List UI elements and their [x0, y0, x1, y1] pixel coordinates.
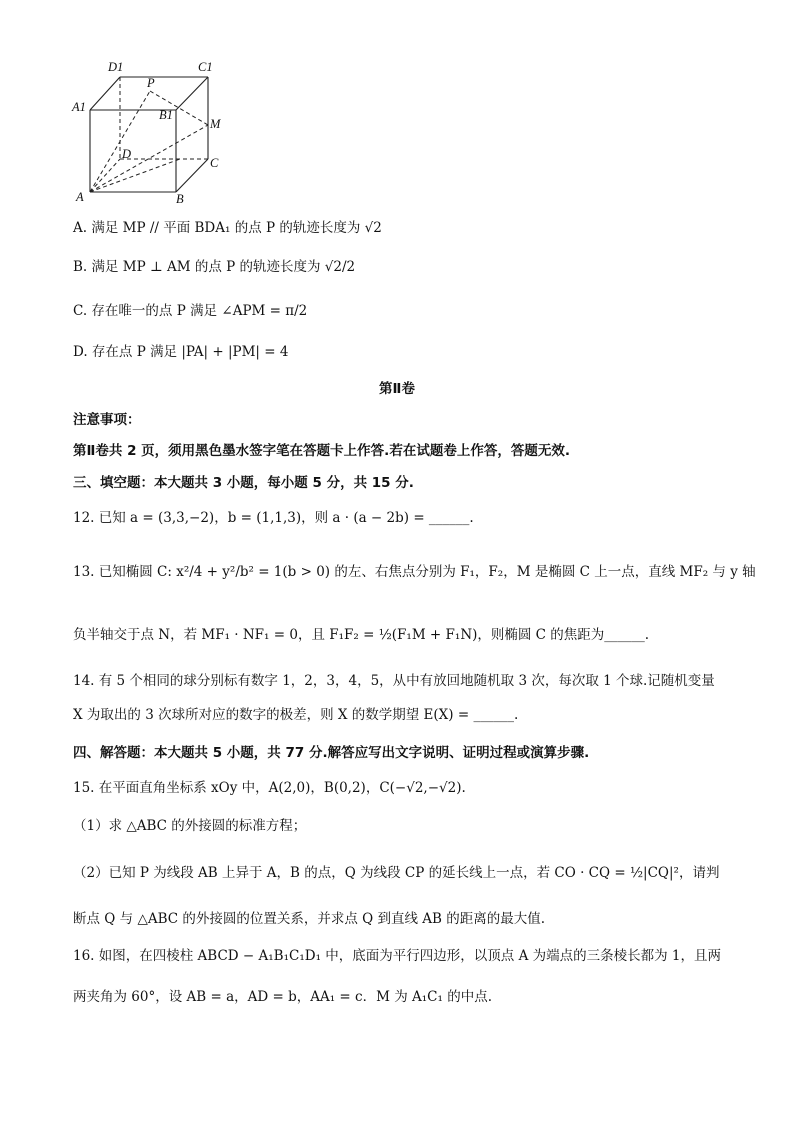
edge-b-c — [176, 159, 208, 192]
question-15: 15. 在平面直角坐标系 xOy 中，A(2,0)，B(0,2)，C(−√2,−√2). — [73, 780, 466, 796]
edge-b1-c1 — [176, 77, 208, 110]
label-c1: C1 — [198, 60, 213, 74]
question-15-part2-line1: （2）已知 P 为线段 AB 上异于 A，B 的点，Q 为线段 CP 的延长线上一点，若 CO · CQ = ½|CQ|²，请判 — [73, 865, 720, 881]
label-c: C — [210, 156, 219, 170]
option-c: C. 存在唯一的点 P 满足 ∠APM = π/2 — [73, 303, 308, 319]
section-title: 第Ⅱ卷 — [379, 381, 415, 397]
question-13-line1: 13. 已知椭圆 C: x²/4 + y²/b² = 1(b > 0) 的左、右焦点分别为 F₁，F₂，M 是椭圆 C 上一点，直线 MF₂ 与 y 轴 — [73, 564, 756, 580]
option-b: B. 满足 MP ⊥ AM 的点 P 的轨迹长度为 √2/2 — [73, 259, 356, 275]
question-12: 12. 已知 a = (3,3,−2)，b = (1,1,3)，则 a · (a − 2b) = ______. — [73, 510, 474, 526]
label-d1: D1 — [108, 60, 124, 74]
question-15-part1: （1）求 △ABC 的外接圆的标准方程； — [73, 818, 307, 834]
question-15-part2-line2: 断点 Q 与 △ABC 的外接圆的位置关系，并求点 Q 到直线 AB 的距离的最大值. — [73, 911, 546, 927]
label-m: M — [210, 117, 221, 131]
label-d: D — [122, 147, 132, 161]
answer-heading: 四、解答题：本大题共 5 小题，共 77 分.解答应写出文字说明、证明过程或演算步骤. — [73, 745, 590, 761]
question-13-line2: 负半轴交于点 N，若 MF₁ · NF₁ = 0，且 F₁F₂ = ½(F₁M + F₁N)，则椭圆 C 的焦距为______. — [73, 627, 650, 643]
label-a: A — [76, 190, 84, 204]
label-a1: A1 — [72, 100, 86, 114]
option-a: A. 满足 MP // 平面 BDA₁ 的点 P 的轨迹长度为 √2 — [73, 220, 382, 236]
label-b1: B1 — [159, 108, 173, 122]
question-16-line2: 两夹角为 60°，设 AB = a，AD = b，AA₁ = c．M 为 A₁C₁ 的中点. — [73, 989, 492, 1005]
question-14-line2: X 为取出的 3 次球所对应的数字的极差，则 X 的数学期望 E(X) = ______. — [73, 707, 519, 723]
cube-figure — [70, 55, 240, 215]
edge-a-d-hidden — [90, 159, 120, 192]
label-p: P — [147, 76, 155, 90]
edge-a1-d1 — [90, 77, 120, 110]
notice-title: 注意事项： — [73, 412, 141, 428]
fill-heading: 三、填空题：本大题共 3 小题，每小题 5 分，共 15 分. — [73, 475, 414, 491]
segment-a-mid — [90, 159, 180, 192]
label-b: B — [176, 192, 184, 206]
option-d: D. 存在点 P 满足 |PA| + |PM| = 4 — [73, 344, 289, 360]
notice-text: 第Ⅱ卷共 2 页，须用黑色墨水签字笔在答题卡上作答.若在试题卷上作答，答题无效. — [73, 443, 570, 459]
question-14-line1: 14. 有 5 个相同的球分别标有数字 1，2，3，4，5，从中有放回地随机取 3 次，每次取 1 个球.记随机变量 — [73, 673, 715, 689]
question-16-line1: 16. 如图，在四棱柱 ABCD − A₁B₁C₁D₁ 中，底面为平行四边形，以顶点 A 为端点的三条棱长都为 1，且两 — [73, 948, 721, 964]
